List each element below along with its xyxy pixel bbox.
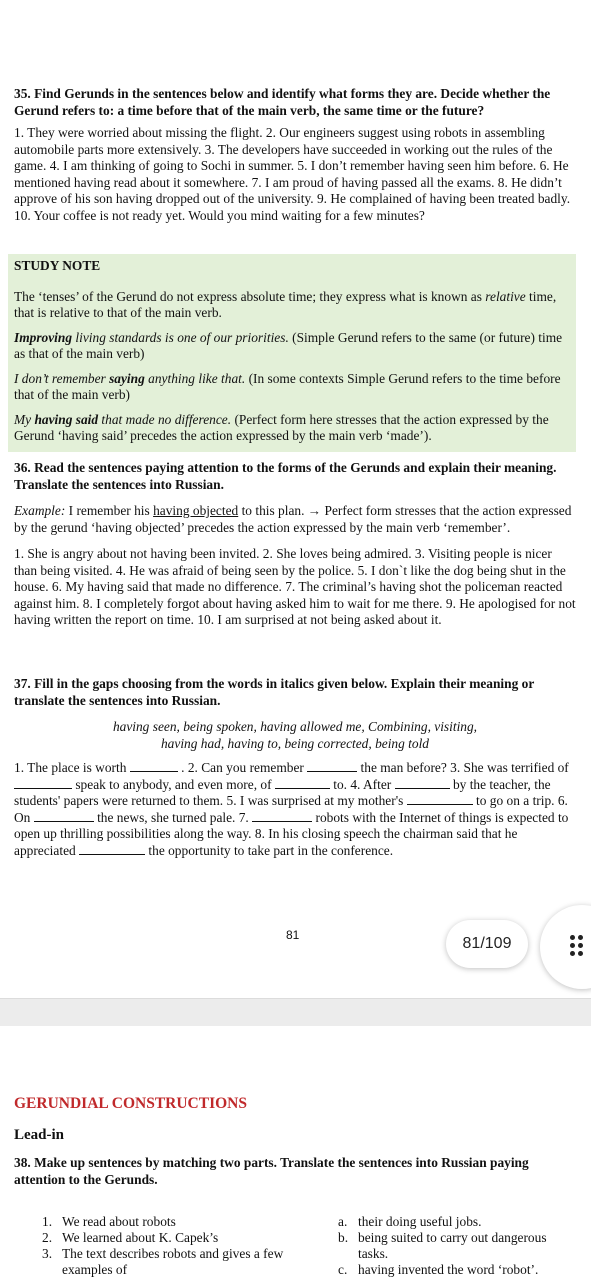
list-item	[338, 1214, 576, 1230]
page-counter-pill[interactable]: 81/109	[446, 920, 528, 968]
study-note-p4	[14, 412, 570, 445]
section-title: GERUNDIAL CONSTRUCTIONS	[14, 1095, 247, 1112]
gap-blank	[275, 777, 330, 789]
exercise-36-example	[14, 503, 576, 536]
gap-blank	[14, 777, 72, 789]
study-p3-text: (In some contexts Simple Gerund refers to the time before that of the main verb)	[14, 370, 561, 402]
item-letter: a.	[338, 1214, 348, 1229]
item-text: their doing useful jobs.	[358, 1214, 482, 1229]
page-separator	[0, 998, 591, 1027]
gap-text-6: by the teacher, the students' papers were returned to them. 5. I was surprised at my mother's	[14, 776, 551, 808]
study-note-title: STUDY NOTE	[14, 258, 101, 273]
item-number: 3.	[42, 1246, 53, 1261]
study-p3-italic: I don’t remember	[14, 370, 110, 386]
gap-blank	[252, 810, 312, 822]
document-page-82	[0, 1026, 591, 1280]
example-label: Example:	[14, 503, 66, 518]
study-note-p2	[14, 330, 570, 363]
gap-text-8: the news, she turned pale. 7.	[93, 809, 253, 825]
list-item	[42, 1230, 312, 1246]
study-p4-italic2: that made no difference.	[98, 411, 232, 427]
exercise-35-heading: 35. Find Gerunds in the sentences below and identify what forms they are. Decide whether the Gerund refers to: a time before that of the main verb, the same time or the future?	[14, 86, 551, 118]
study-note-p1	[14, 289, 570, 322]
menu-fab-button[interactable]	[540, 905, 591, 989]
list-item	[42, 1246, 312, 1278]
gap-text-1: 1. The place is worth	[14, 760, 130, 775]
lead-in-title: Lead-in	[14, 1126, 65, 1143]
exercise-37-heading: 37. Fill in the gaps choosing from the words in italics given below. Explain their meaning or translate the sentences into Russian.	[14, 676, 535, 708]
study-p1-text: The ‘tenses’ of the Gerund do not express absolute time; they express what is known as	[14, 288, 486, 304]
study-p1-italic: relative	[485, 288, 526, 304]
study-p3-bold: saying	[109, 370, 145, 386]
item-number: 1.	[42, 1214, 53, 1229]
gap-blank	[307, 760, 357, 772]
gap-text-10: the opportunity to take part in the conference.	[145, 842, 394, 858]
gap-blank	[34, 810, 94, 822]
list-item	[338, 1262, 576, 1278]
gap-text-9: robots with the Internet of things is expected to open up thrilling possibilities along the way. 8. In his closing speech the chairman said that he appreciated	[14, 809, 569, 858]
exercise-36-heading: 36. Read the sentences paying attention to the forms of the Gerunds and explain their meaning. Translate the sentences into Russian.	[14, 460, 557, 492]
study-p2-italic: living standards is one of our priorities.	[72, 329, 289, 345]
item-text: The text describes robots and gives a few examples of	[62, 1246, 284, 1277]
exercise-37-body	[14, 760, 576, 859]
item-text: being suited to carry out dangerous tasks.	[358, 1230, 547, 1261]
word-bank-line-2: having had, having to, being corrected, being told	[160, 735, 429, 751]
exercise-36	[14, 460, 576, 629]
page-number: 81	[286, 928, 300, 942]
exercise-36-body: 1. She is angry about not having been invited. 2. She loves being admired. 3. Visiting people is nicer than being visited. 4. He was afraid of being seen by the police. 5. I don`t like the dog being shut in the house. 6. My having said that made no difference. 7. The criminal’s having shot the policeman reacted against him. 8. I completely forgot about having asked him to wait for me there. 9. He apologised for not having written the report on time. 10. I am surprised at not being asked about it.	[14, 546, 576, 627]
gap-blank	[395, 777, 450, 789]
study-p2-bold: Improving	[14, 329, 73, 345]
study-p1-text2: time, that is relative to that of the main verb.	[14, 288, 557, 320]
word-bank	[14, 719, 576, 752]
gap-blank	[79, 843, 145, 855]
gap-text-3: the man before? 3. She was terrified of	[357, 760, 569, 775]
exercise-35-body: 1. They were worried about missing the flight. 2. Our engineers suggest using robots in assembling automobile parts more extensively. 3. The developers have succeeded in working out the rules of the game. 4. I am thinking of going to Sochi in summer. 5. I don’t remember having seen him before. 6. He mentioned having read about it somewhere. 7. I am proud of having passed all the exams. 8. He didn’t approve of his son having dropped out of the university. 9. He complained of having been treated badly. 10. Your coffee is not ready yet. Would you mind waiting for a few minutes?	[14, 125, 571, 223]
exercise-37	[14, 676, 576, 859]
example-underlined: having objected	[153, 503, 239, 518]
item-letter: b.	[338, 1230, 349, 1245]
list-item	[338, 1230, 576, 1262]
item-text: We learned about K. Capek’s	[62, 1230, 219, 1245]
item-letter: c.	[338, 1262, 348, 1277]
study-p3-italic2: anything like that.	[144, 370, 249, 386]
list-item	[42, 1214, 312, 1230]
right-column-list	[338, 1214, 576, 1278]
gap-blank	[407, 793, 473, 805]
left-column-list	[42, 1214, 312, 1278]
item-text: having invented the word ‘robot’.	[358, 1262, 539, 1277]
study-note-box	[8, 254, 576, 452]
study-note-p3	[14, 371, 570, 404]
study-p4-bold: having said	[34, 411, 99, 427]
item-text: We read about robots	[62, 1214, 176, 1229]
item-number: 2.	[42, 1230, 53, 1245]
grid-dots-icon	[570, 935, 588, 959]
gap-text-4: speak to anybody, and even more, of	[72, 776, 275, 792]
study-p2-text: (Simple Gerund refers to the same (or future) time as that of the main verb)	[14, 329, 563, 361]
section-header	[14, 1096, 576, 1188]
example-text: I remember his	[65, 503, 154, 518]
gap-text-2: . 2. Can you remember	[177, 760, 308, 775]
word-bank-line-1: having seen, being spoken, having allowed me, Combining, visiting,	[112, 719, 478, 734]
example-text2: to this plan. → Perfect form stresses that the action expressed by the gerund ‘having objected’ precedes the action expressed by the main verb ‘remember’.	[14, 503, 572, 535]
gap-blank	[130, 760, 178, 772]
study-p4-text: (Perfect form here stresses that the action expressed by the Gerund ‘having said’ precedes the action expressed by the main verb ‘made’).	[14, 411, 549, 443]
study-p4-italic: My	[14, 411, 35, 427]
gap-text-7: to go on a trip. 6. On	[14, 793, 568, 825]
exercise-38-heading: 38. Make up sentences by matching two parts. Translate the sentences into Russian paying attention to the Gerunds.	[14, 1155, 529, 1187]
gap-text-5: to. 4. After	[329, 776, 395, 792]
exercise-35	[14, 86, 576, 224]
